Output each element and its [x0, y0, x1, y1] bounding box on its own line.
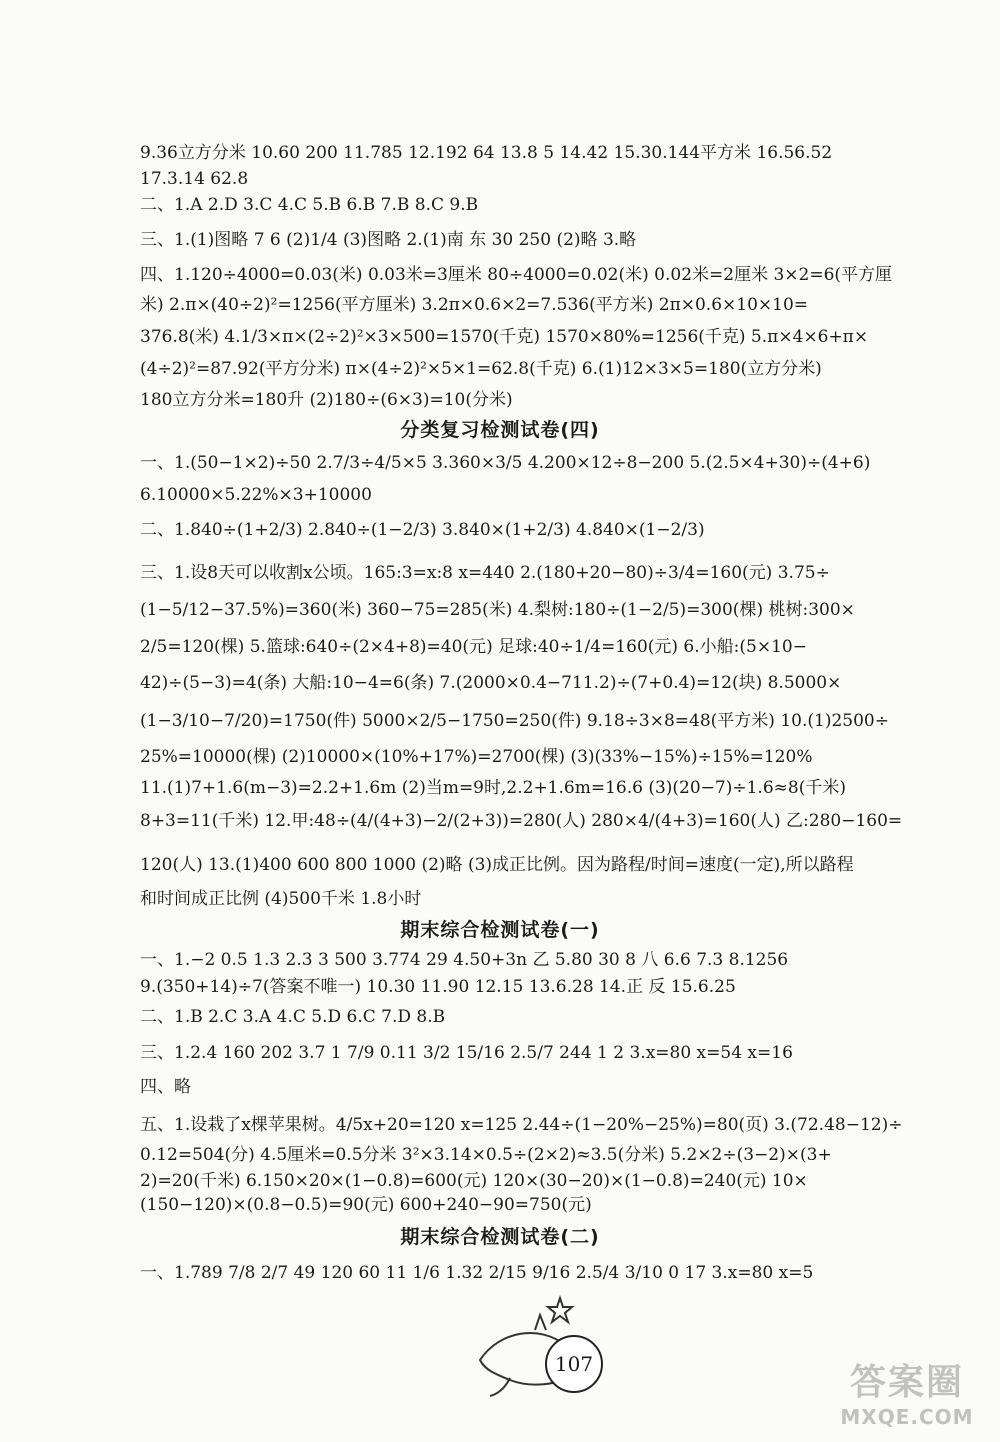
- answer-line: (150−120)×(0.8−0.5)=90(元) 600+240−90=750(元): [140, 1195, 592, 1215]
- section-heading: 分类复习检测试卷(四): [400, 419, 600, 441]
- answer-line: 三、1.2.4 160 202 3.7 1 7/9 0.11 3/2 15/16 2.5/7 244 1 2 3.x=80 x=54 x=16: [140, 1043, 793, 1063]
- answer-line: 一、1.789 7/8 2/7 49 120 60 11 1/6 1.32 2/15 9/16 2.5/4 3/10 0 17 3.x=80 x=5: [140, 1263, 814, 1283]
- answer-line: 和时间成正比例 (4)500千米 1.8小时: [140, 889, 422, 909]
- answer-line: 376.8(米) 4.1/3×π×(2÷2)²×3×500=1570(千克) 1570×80%=1256(千克) 5.π×4×6+π×: [140, 327, 869, 347]
- watermark-text: 答案圈: [849, 1362, 964, 1403]
- answer-line: 0.12=504(分) 4.5厘米=0.5分米 3²×3.14×0.5÷(2×2)≈3.5(分米) 5.2×2÷(3−2)×(3+: [140, 1145, 832, 1165]
- answer-line: 三、1.设8天可以收割x公顷。165:3=x:8 x=440 2.(180+20−80)÷3/4=160(元) 3.75÷: [140, 563, 830, 583]
- answer-line: 11.(1)7+1.6(m−3)=2.2+1.6m (2)当m=9时,2.2+1.6m=16.6 (3)(20−7)÷1.6≈8(千米): [140, 778, 846, 798]
- answer-line: 9.(350+14)÷7(答案不唯一) 10.30 11.90 12.15 13.6.28 14.正 反 15.6.25: [140, 977, 736, 997]
- answer-line: 9.36立方分米 10.60 200 11.785 12.192 64 13.8 5 14.42 15.30.144平方米 16.56.52: [140, 143, 833, 163]
- answer-line: 2/5=120(棵) 5.篮球:640÷(2×4+8)=40(元) 足球:40÷1/4=160(元) 6.小船:(5×10−: [140, 637, 807, 657]
- answer-line: 二、1.A 2.D 3.C 4.C 5.B 6.B 7.B 8.C 9.B: [140, 195, 479, 215]
- section-heading: 期末综合检测试卷(二): [400, 1226, 600, 1248]
- answer-line: 180立方分米=180升 (2)180÷(6×3)=10(分米): [140, 390, 513, 410]
- answer-line: 8+3=11(千米) 12.甲:48÷(4/(4+3)−2/(2+3))=280(人) 280×4/(4+3)=160(人) 乙:280−160=: [140, 811, 903, 831]
- answer-line: 一、1.−2 0.5 1.3 2.3 3 500 3.774 29 4.50+3n 乙 5.80 30 8 八 6.6 7.3 8.1256: [140, 950, 789, 970]
- section-heading: 期末综合检测试卷(一): [400, 919, 600, 941]
- answer-line: (1−3/10−7/20)=1750(件) 5000×2/5−1750=250(件) 9.18÷3×8=48(平方米) 10.(1)2500÷: [140, 711, 889, 731]
- answer-line: 二、1.840÷(1+2/3) 2.840÷(1−2/3) 3.840×(1+2/3) 4.840×(1−2/3): [140, 520, 705, 540]
- page-number: 107: [545, 1335, 603, 1393]
- star-icon: [548, 1298, 572, 1322]
- answer-line: 米) 2.π×(40÷2)²=1256(平方厘米) 3.2π×0.6×2=7.536(平方米) 2π×0.6×10×10=: [140, 295, 809, 315]
- answer-line: 五、1.设栽了x棵苹果树。4/5x+20=120 x=125 2.44÷(1−20%−25%)=80(页) 3.(72.48−12)÷: [140, 1115, 903, 1135]
- watermark-url: MXQE.COM: [840, 1405, 974, 1429]
- answer-line: 25%=10000(棵) (2)10000×(10%+17%)=2700(棵) (3)(33%−15%)÷15%=120%: [140, 747, 813, 767]
- answer-line: 四、略: [140, 1077, 191, 1097]
- answer-line: 120(人) 13.(1)400 600 800 1000 (2)略 (3)成正比例。因为路程/时间=速度(一定),所以路程: [140, 855, 854, 875]
- answer-line: (1−5/12−37.5%)=360(米) 360−75=285(米) 4.梨树:180÷(1−2/5)=300(棵) 桃树:300×: [140, 600, 855, 620]
- answer-line: 2)=20(千米) 6.150×20×(1−0.8)=600(元) 120×(30−20)×(1−0.8)=240(元) 10×: [140, 1171, 808, 1191]
- answer-line: 二、1.B 2.C 3.A 4.C 5.D 6.C 7.D 8.B: [140, 1007, 446, 1027]
- dolphin-icon: [470, 1290, 630, 1400]
- answer-line: 三、1.(1)图略 7 6 (2)1/4 (3)图略 2.(1)南 东 30 250 (2)略 3.略: [140, 230, 637, 250]
- answer-line: 42)÷(5−3)=4(条) 大船:10−4=6(条) 7.(2000×0.4−711.2)÷(7+0.4)=12(块) 8.5000×: [140, 673, 842, 693]
- watermark: [822, 1354, 992, 1434]
- answer-line: (4÷2)²=87.92(平方分米) π×(4÷2)²×5×1=62.8(千克) 6.(1)12×3×5=180(立方分米): [140, 359, 822, 379]
- answer-line: 一、1.(50−1×2)÷50 2.7/3÷4/5×5 3.360×3/5 4.200×12÷8−200 5.(2.5×4+30)÷(4+6): [140, 453, 871, 473]
- answer-line: 17.3.14 62.8: [140, 169, 249, 189]
- answer-line: 6.10000×5.22%×3+10000: [140, 485, 372, 505]
- answer-line: 四、1.120÷4000=0.03(米) 0.03米=3厘米 80÷4000=0.02(米) 0.02米=2厘米 3×2=6(平方厘: [140, 265, 893, 285]
